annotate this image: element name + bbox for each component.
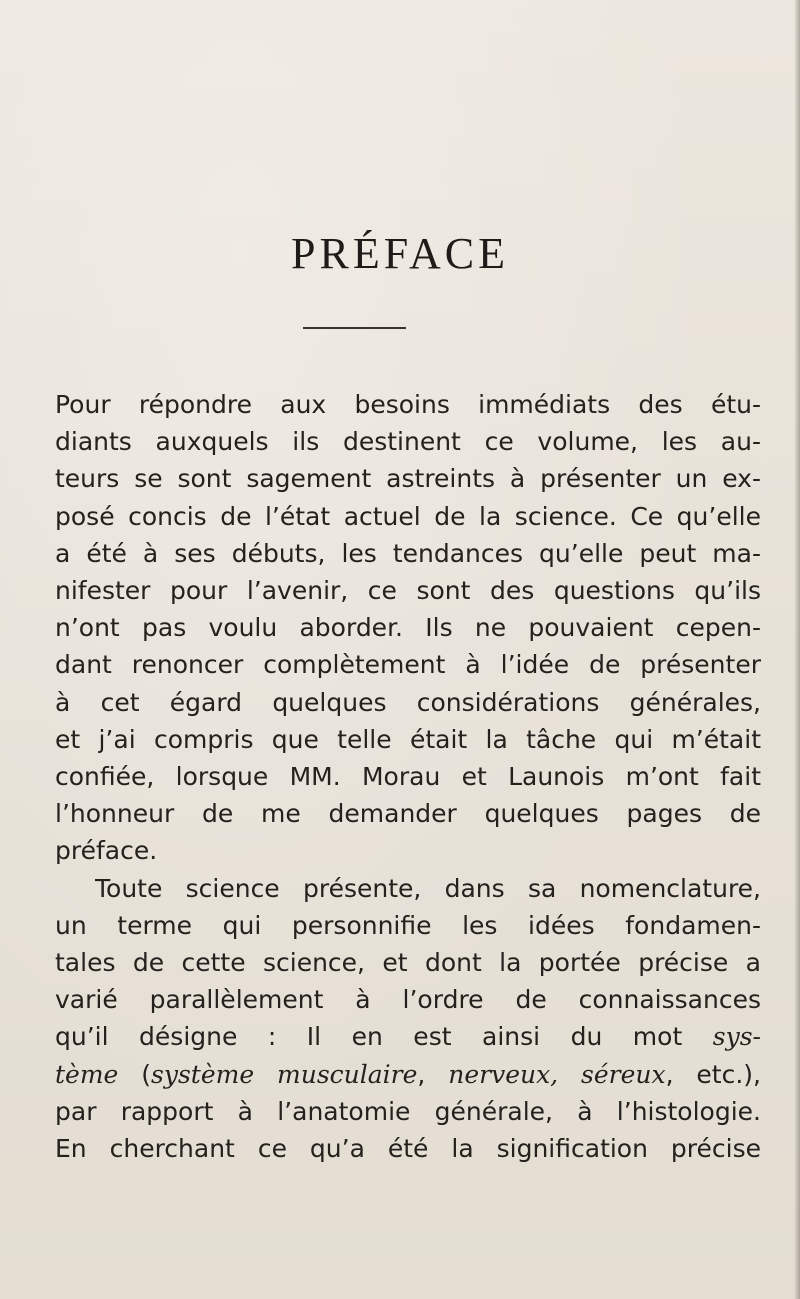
text-line: tales de cette science, et dont la portée précise a [55, 948, 761, 978]
text-line: a été à ses débuts, les tendances qu’elle peut ma- [55, 538, 761, 568]
text-line: nifester pour l’avenir, ce sont des questions qu’ils [55, 576, 761, 606]
text-line: teurs se sont sagement astreints à présenter un ex- [55, 464, 761, 494]
text-fragment: ( [141, 1059, 151, 1089]
text-line: diants auxquels ils destinent ce volume, les au- [55, 427, 761, 457]
text-line: posé concis de l’état actuel de la science. Ce qu’elle [55, 501, 761, 531]
text-line: préface. [55, 836, 158, 866]
text-line: l’honneur de me demander quelques pages de [55, 799, 761, 829]
text-line: un terme qui personnifie les idées fondamen- [55, 910, 761, 940]
italic-term: système musculaire [151, 1059, 418, 1089]
italic-term: sys- [712, 1022, 761, 1052]
text-fragment: , [417, 1059, 449, 1089]
page-title: PRÉFACE [291, 229, 509, 278]
text-line: Toute science présente, dans sa nomenclature, [95, 873, 761, 903]
text-line-with-italic [55, 1018, 761, 1055]
text-fragment: , etc.), [665, 1059, 761, 1089]
text-line: à cet égard quelques considérations générales, [55, 687, 761, 717]
text-fragment: qu’il désigne : Il en est ainsi du mot [55, 1022, 683, 1052]
title-divider [303, 327, 406, 329]
page-edge-shadow [794, 0, 800, 1299]
text-line: par rapport à l’anatomie générale, à l’histologie. [55, 1096, 761, 1126]
text-line: n’ont pas voulu aborder. Ils ne pouvaient cepen- [55, 613, 761, 643]
text-line: En cherchant ce qu’a été la signification précise [55, 1134, 761, 1164]
text-line: et j’ai compris que telle était la tâche qui m’était [55, 724, 761, 754]
italic-term: tème [55, 1059, 119, 1089]
text-line: Pour répondre aux besoins immédiats des étu- [55, 390, 761, 419]
text-line: dant renoncer complètement à l’idée de présenter [55, 650, 761, 680]
text-line-with-italic [55, 1056, 761, 1093]
text-line: confiée, lorsque MM. Morau et Launois m’ont fait [55, 762, 761, 792]
text-line: varié parallèlement à l’ordre de connaissances [55, 985, 761, 1015]
preface-body [55, 386, 761, 1167]
italic-term: nerveux, séreux [448, 1059, 666, 1089]
